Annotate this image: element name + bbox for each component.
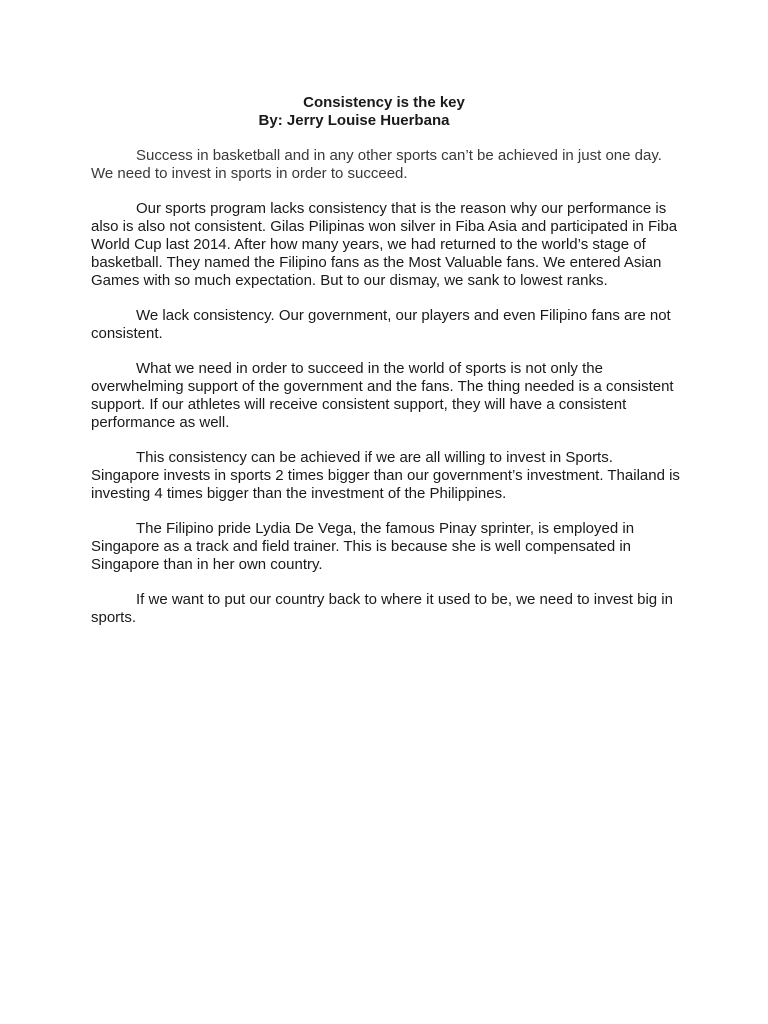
paragraph-3: We lack consistency. Our government, our players and even Filipino fans are not consistent. bbox=[91, 307, 671, 342]
document-author: By: Jerry Louise Huerbana bbox=[258, 112, 450, 129]
document-body bbox=[91, 147, 681, 644]
paragraph-5: This consistency can be achieved if we are all willing to invest in Sports. Singapore invests in sports 2 times bigger than our government’s investment. Thailand is investing 4 times bigger than the investment of the Philippines. bbox=[91, 449, 680, 502]
paragraph-2: Our sports program lacks consistency that is the reason why our performance is also is also not consistent. Gilas Pilipinas won silver in Fiba Asia and participated in Fiba World Cup last 2014. After how many years, we had returned to the world’s stage of basketball. They named the Filipino fans as the Most Valuable fans. We entered Asian Games with so much expectation. But to our dismay, we sank to lowest ranks. bbox=[91, 200, 678, 289]
paragraph-4: What we need in order to succeed in the world of sports is not only the overwhelming support of the government and the fans. The thing needed is a consistent support. If our athletes will receive consistent support, they will have a consistent performance as well. bbox=[91, 360, 674, 431]
paragraph-6: The Filipino pride Lydia De Vega, the famous Pinay sprinter, is employed in Singapore as a track and field trainer. This is because she is well compensated in Singapore than in her own country. bbox=[91, 520, 635, 573]
document-title: Consistency is the key bbox=[303, 94, 465, 111]
paragraph-1: Success in basketball and in any other sports can’t be achieved in just one day. We need to invest in sports in order to succeed. bbox=[91, 147, 662, 182]
title-block bbox=[0, 94, 768, 130]
paragraph-7: If we want to put our country back to where it used to be, we need to invest big in sports. bbox=[91, 591, 673, 626]
